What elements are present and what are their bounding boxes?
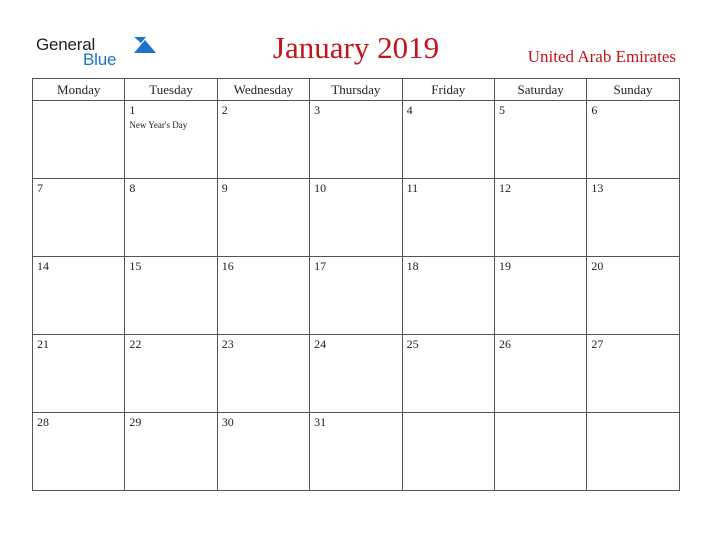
day-cell: [125, 101, 217, 179]
day-cell: [402, 335, 494, 413]
week-row: [33, 413, 680, 491]
day-cell: [310, 413, 402, 491]
day-number: 24: [314, 337, 327, 351]
calendar-title: January 2019: [272, 30, 440, 65]
day-cell: [402, 179, 494, 257]
day-number: 4: [406, 103, 413, 117]
weekday-header: Sunday: [587, 79, 679, 101]
day-cell: [125, 413, 217, 491]
day-number: 28: [37, 415, 49, 429]
day-number: [403, 413, 494, 415]
calendar-grid: [32, 78, 680, 491]
day-number: 7: [37, 181, 43, 195]
day-number: 13: [591, 181, 604, 195]
day-cell: [217, 101, 309, 179]
day-number: 17: [314, 259, 327, 273]
day-cell: [587, 335, 679, 413]
day-number: 15: [129, 259, 142, 273]
day-cell: [217, 335, 309, 413]
day-cell: [217, 179, 309, 257]
day-cell: [33, 257, 125, 335]
day-cell: [587, 101, 679, 179]
day-cell: [494, 257, 586, 335]
day-number: 18: [406, 259, 419, 273]
day-number: 25: [406, 337, 419, 351]
day-number: 8: [129, 181, 136, 195]
day-number: 20: [591, 259, 604, 273]
day-cell: [310, 257, 402, 335]
day-number: 6: [591, 103, 598, 117]
day-number: 3: [314, 103, 321, 117]
day-number: 26: [498, 337, 511, 351]
day-cell: [494, 101, 586, 179]
day-cell: [402, 257, 494, 335]
weekday-header: Wednesday: [217, 79, 309, 101]
weekday-header: Saturday: [494, 79, 586, 101]
day-cell: [217, 257, 309, 335]
day-cell: [310, 101, 402, 179]
day-number: [33, 101, 124, 103]
day-cell: [33, 413, 125, 491]
logo-text-general: General: [36, 35, 96, 54]
weekday-header: Thursday: [310, 79, 402, 101]
day-cell: [310, 179, 402, 257]
day-cell: [587, 413, 679, 491]
week-row: [33, 101, 680, 179]
day-number: 27: [591, 337, 604, 351]
day-number: 1: [129, 103, 136, 117]
day-cell: [33, 335, 125, 413]
day-number: 12: [498, 181, 511, 195]
day-cell: [125, 179, 217, 257]
day-cell: [494, 335, 586, 413]
day-cell: [33, 179, 125, 257]
day-number: 23: [221, 337, 234, 351]
week-row: [33, 335, 680, 413]
day-number: 10: [314, 181, 327, 195]
day-number: 9: [221, 181, 228, 195]
day-number: 16: [221, 259, 234, 273]
day-cell: [494, 179, 586, 257]
holiday-label: New Year's Day: [129, 120, 188, 130]
day-cell: [125, 257, 217, 335]
weekday-header: Friday: [402, 79, 494, 101]
day-number: 29: [129, 415, 142, 429]
day-number: [495, 413, 586, 415]
week-row: [33, 179, 680, 257]
day-number: 5: [498, 103, 505, 117]
day-cell: [310, 335, 402, 413]
day-number: 30: [221, 415, 234, 429]
weekday-header: Monday: [33, 79, 125, 101]
day-number: 31: [314, 415, 327, 429]
week-row: [33, 257, 680, 335]
day-cell: [125, 335, 217, 413]
calendar-body: [33, 101, 680, 491]
day-number: 19: [498, 259, 511, 273]
day-number: 11: [406, 181, 419, 195]
weekday-header: Tuesday: [125, 79, 217, 101]
day-cell: [402, 413, 494, 491]
day-cell: [402, 101, 494, 179]
day-number: 14: [37, 259, 49, 273]
country-name: United Arab Emirates: [527, 47, 676, 66]
day-number: 2: [221, 103, 228, 117]
logo-text-blue: Blue: [83, 50, 117, 69]
day-cell: [494, 413, 586, 491]
day-number: [587, 413, 678, 415]
weekday-header-row: [33, 79, 680, 101]
day-cell: [33, 101, 125, 179]
day-number: 21: [37, 337, 49, 351]
day-cell: [587, 179, 679, 257]
day-cell: [217, 413, 309, 491]
day-cell: [587, 257, 679, 335]
day-number: 22: [129, 337, 142, 351]
